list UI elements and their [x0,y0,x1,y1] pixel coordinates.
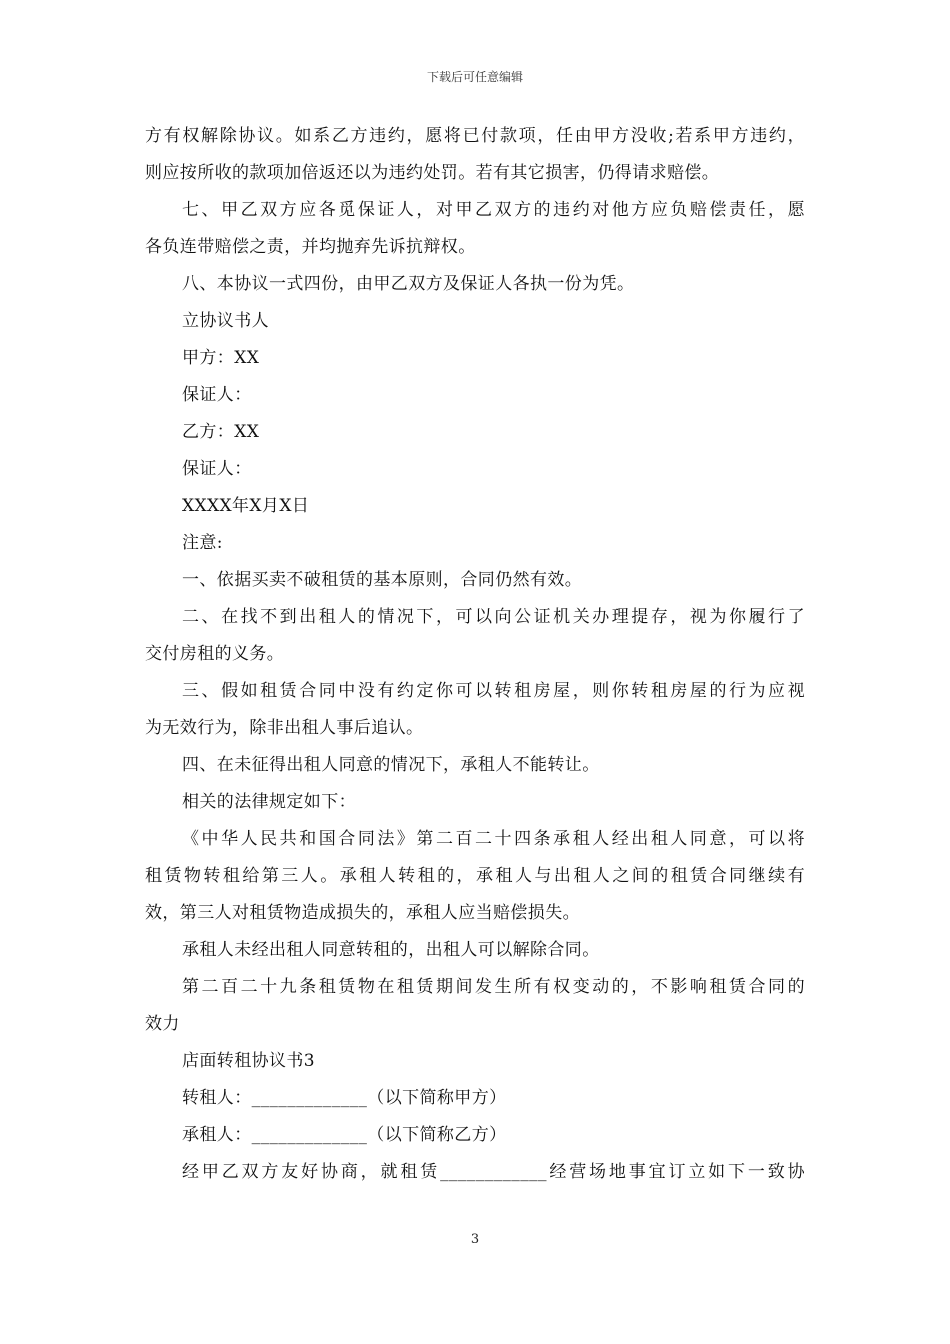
paragraph-line: 《中华人民共和国合同法》第二百二十四条承租人经出租人同意，可以将 [182,829,805,849]
sublessor-line: 转租人：_____________（以下简称甲方） [182,1088,507,1108]
party-b-line: 乙方：XX [182,422,260,442]
date-line: XXXX年X月X日 [182,496,310,516]
paragraph-line: 相关的法律规定如下： [182,792,356,812]
paragraph-line: 二、在找不到出租人的情况下，可以向公证机关办理提存，视为你履行了 [182,607,805,627]
paragraph-line: 方有权解除协议。如系乙方违约，愿将已付款项，任由甲方没收;若系甲方违约， [145,126,805,146]
paragraph-line: 各负连带赔偿之责，并均抛弃先诉抗辩权。 [145,237,476,257]
guarantor-line: 保证人： [182,459,252,479]
page-header: 下载后可任意编辑 [426,70,523,84]
paragraph-line: 承租人未经出租人同意转租的，出租人可以解除合同。 [182,940,600,960]
paragraph-line: 三、假如租赁合同中没有约定你可以转租房屋，则你转租房屋的行为应视 [182,681,805,701]
lessee-line: 承租人：_____________（以下简称乙方） [182,1125,507,1145]
paragraph-line: 租赁物转租给第三人。承租人转租的，承租人与出租人之间的租赁合同继续有 [145,866,805,886]
paragraph-line: 为无效行为，除非出租人事后追认。 [145,718,424,738]
paragraph-line: 效力 [145,1014,180,1034]
party-a-line: 甲方：XX [182,348,260,368]
page-number: 3 [470,1232,480,1247]
paragraph-line: 第二百二十九条租赁物在租赁期间发生所有权变动的，不影响租赁合同的 [182,977,805,997]
paragraph-line: 一、依据买卖不破租赁的基本原则，合同仍然有效。 [182,570,583,590]
paragraph-line: 效，第三人对租赁物造成损失的，承租人应当赔偿损失。 [145,903,580,923]
notes-heading: 注意: [182,533,223,553]
paragraph-line: 则应按所收的款项加倍返还以为违约处罚。若有其它损害，仍得请求赔偿。 [145,163,720,183]
paragraph-line: 交付房租的义务。 [145,644,285,664]
paragraph-line: 经甲乙双方友好协商，就租赁____________经营场地事宜订立如下一致协 [182,1162,805,1182]
paragraph-line: 四、在未征得出租人同意的情况下，承租人不能转让。 [182,755,600,775]
section-title: 店面转租协议书3 [182,1051,316,1071]
paragraph-line: 七、甲乙双方应各觅保证人，对甲乙双方的违约对他方应负赔偿责任，愿 [182,200,805,220]
signatory-heading: 立协议书人 [182,311,269,331]
document-body [145,118,805,1191]
guarantor-line: 保证人： [182,385,252,405]
paragraph-line: 八、本协议一式四份，由甲乙双方及保证人各执一份为凭。 [182,274,635,294]
